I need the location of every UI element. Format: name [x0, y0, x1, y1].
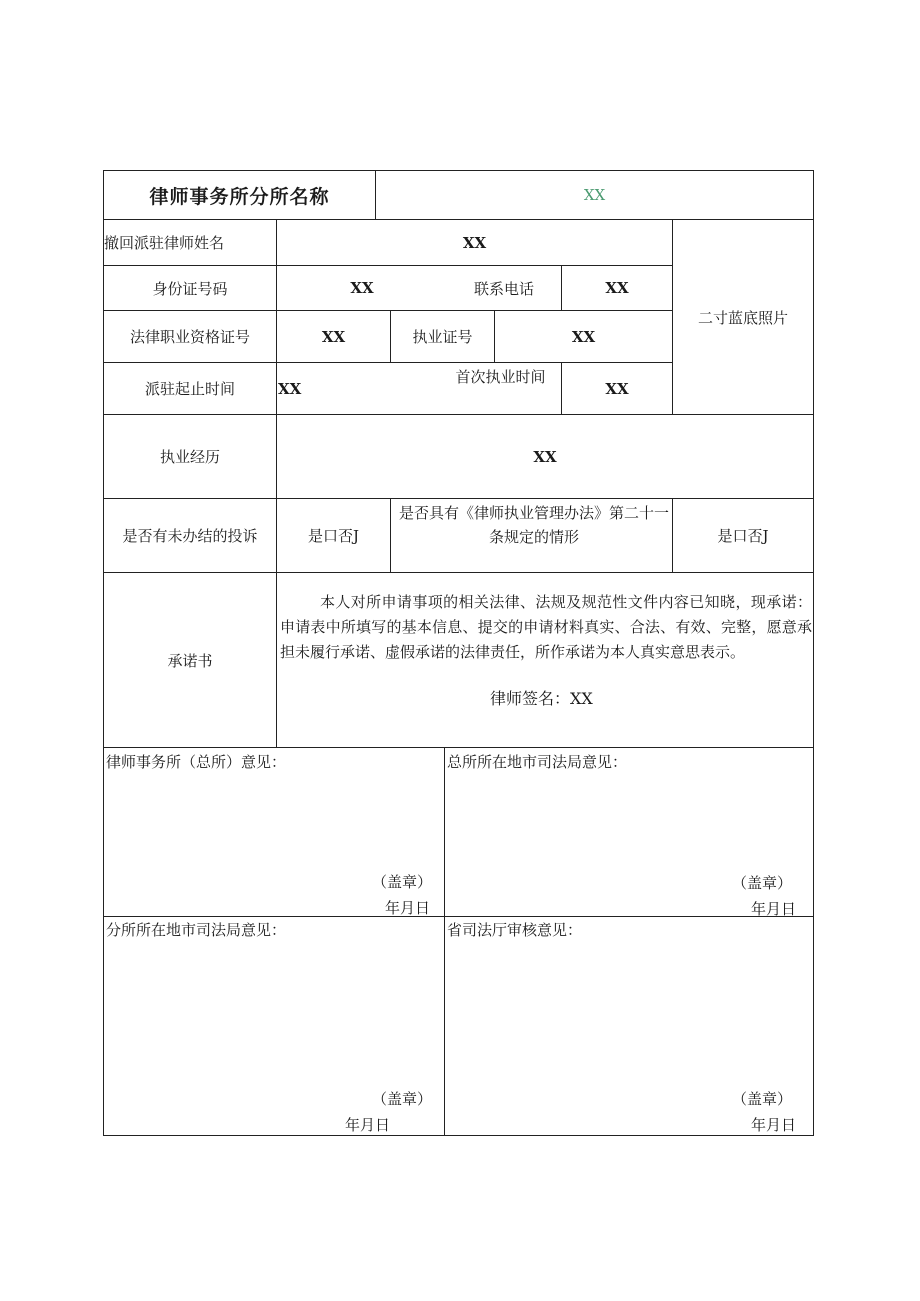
province-opinion-date: 年月日	[750, 1115, 796, 1134]
article21-value: 是口否J	[717, 527, 769, 545]
branch-bureau-opinion-date: 年月日	[344, 1115, 390, 1134]
province-opinion-seal: （盖章）	[731, 1089, 792, 1108]
phone-label: 联系电话	[473, 279, 534, 298]
experience-value: XX	[533, 447, 557, 466]
license-label: 执业证号	[412, 328, 473, 346]
branch-bureau-opinion-seal: （盖章）	[371, 1089, 432, 1108]
qualification-label: 法律职业资格证号	[129, 328, 250, 346]
rule	[390, 498, 391, 572]
period-value: XX	[278, 379, 302, 398]
hq-bureau-opinion-date: 年月日	[750, 899, 796, 918]
firm-opinion-title: 律师事务所（总所）意见：	[106, 752, 287, 771]
complaint-label: 是否有未办结的投诉	[122, 527, 258, 545]
firm-name-label: 律师事务所分所名称	[149, 185, 330, 208]
firm-name-value: XX	[583, 186, 606, 204]
firm-opinion-date: 年月日	[384, 898, 430, 917]
article21-label: 是否具有《律师执业管理办法》第二十一条规定的情形	[398, 504, 669, 546]
withdraw-name-value: XX	[462, 233, 487, 252]
qualification-value: XX	[321, 327, 346, 346]
branch-bureau-opinion-title: 分所所在地市司法局意见：	[106, 920, 287, 939]
withdraw-name-label: 撤回派驻律师姓名	[104, 234, 225, 252]
phone-value: XX	[605, 279, 629, 297]
id-number-value: XX	[350, 279, 374, 297]
commitment-label: 承诺书	[167, 651, 213, 670]
hq-bureau-opinion-seal: （盖章）	[731, 873, 792, 892]
commitment-text: 本人对所申请事项的相关法律、法规及规范性文件内容已知晓，现承诺：申请表中所填写的基本信息、提交的申请材料真实、合法、有效、完整，愿意承担未履行承诺、虚假承诺的法律责任，所作承诺为本人真实意思表示。	[280, 593, 812, 661]
complaint-value: 是口否J	[307, 527, 359, 545]
hq-bureau-opinion-title: 总所所在地市司法局意见：	[447, 752, 628, 771]
period-label: 派驻起止时间	[144, 380, 235, 398]
rule	[103, 747, 814, 748]
rule	[444, 747, 445, 1136]
signature: 律师签名：XX	[490, 688, 593, 708]
experience-label: 执业经历	[159, 448, 220, 466]
firm-opinion-seal: （盖章）	[371, 872, 432, 891]
license-value: XX	[571, 327, 596, 346]
photo-placeholder: 二寸蓝底照片	[697, 308, 788, 327]
id-number-label: 身份证号码	[152, 279, 228, 298]
first-practice-label: 首次执业时间	[455, 367, 546, 386]
first-practice-value: XX	[605, 379, 629, 398]
province-opinion-title: 省司法厅审核意见：	[447, 920, 583, 939]
